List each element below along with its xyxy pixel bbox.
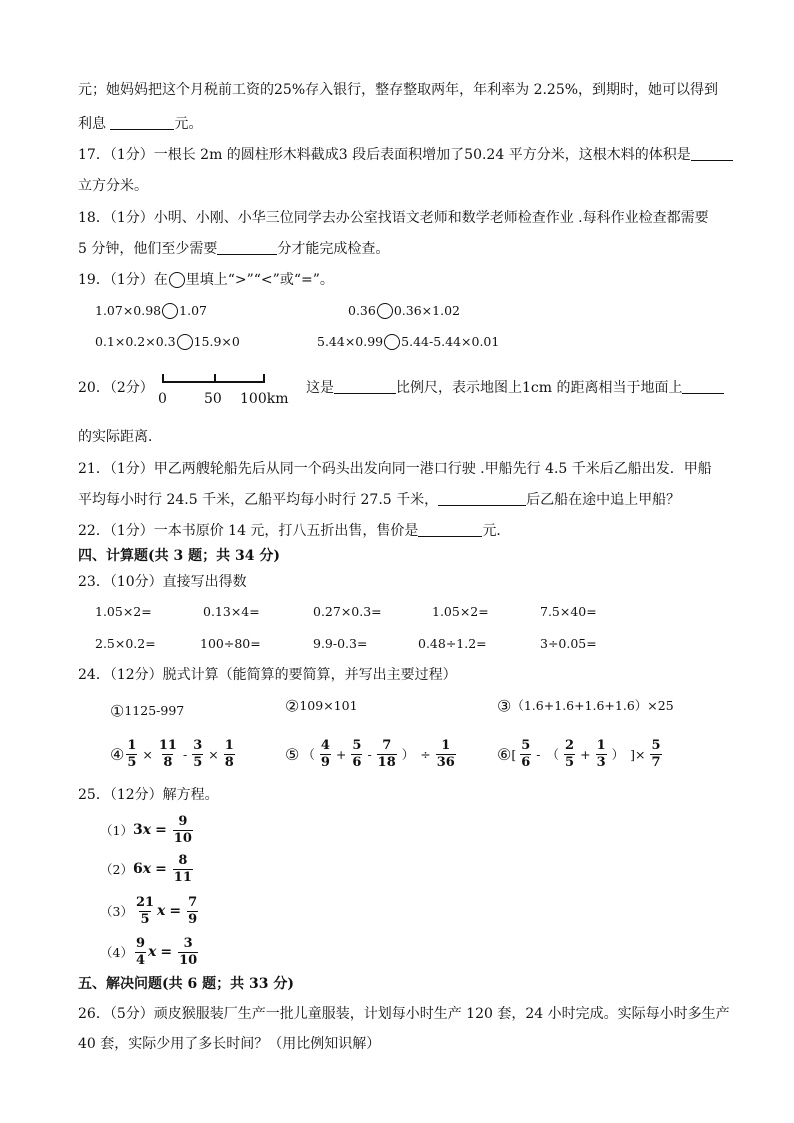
compare-circle bbox=[169, 272, 185, 288]
denominator: 5 bbox=[193, 754, 203, 770]
calc-item: 2.5×0.2= bbox=[95, 636, 156, 651]
equation bbox=[100, 812, 195, 848]
variable: x bbox=[148, 944, 157, 960]
text-fragment: 利息 bbox=[78, 116, 111, 132]
compare-left: 5.44×0.99 bbox=[317, 334, 384, 349]
coefficient: 3 bbox=[132, 822, 143, 838]
numerator: 1 bbox=[127, 737, 137, 753]
calc-item: 7.5×40= bbox=[540, 604, 597, 619]
fraction bbox=[564, 739, 575, 770]
compare-circle[interactable] bbox=[384, 334, 400, 350]
answer-blank[interactable] bbox=[438, 491, 526, 506]
scale-label: 100km bbox=[240, 391, 289, 407]
denominator: 3 bbox=[596, 754, 606, 770]
circled-number: ② bbox=[285, 696, 300, 716]
numerator: 1 bbox=[441, 737, 451, 753]
calc-item: 0.27×0.3= bbox=[313, 604, 382, 619]
fraction bbox=[351, 739, 362, 770]
numerator: 21 bbox=[135, 894, 155, 910]
equation bbox=[100, 851, 195, 887]
coefficient: 6 bbox=[132, 861, 143, 877]
fraction-expression bbox=[110, 736, 237, 772]
compare-circle[interactable] bbox=[177, 334, 193, 350]
scale-tick bbox=[214, 374, 216, 383]
compare-left: 0.1×0.2×0.3 bbox=[95, 334, 176, 349]
question-20: 20．（2分） bbox=[78, 380, 154, 396]
text-fragment: 元。 bbox=[174, 116, 203, 132]
operator: - bbox=[536, 746, 541, 762]
variable: x bbox=[142, 861, 152, 877]
equals-sign: = bbox=[160, 944, 173, 960]
equals-sign: = bbox=[155, 822, 167, 838]
question-19 bbox=[78, 270, 334, 290]
variable: x bbox=[157, 903, 166, 919]
operator: × bbox=[142, 746, 153, 762]
calc-item: 100÷80= bbox=[200, 636, 261, 651]
section-heading: 四、计算题(共 3 题；共 34 分) bbox=[78, 548, 280, 564]
fraction bbox=[178, 937, 198, 968]
question-24: 24．（12分）脱式计算（能简算的要简算，并写出主要过程） bbox=[78, 667, 457, 683]
fraction bbox=[436, 739, 456, 770]
text-fragment: 分才能完成检查。 bbox=[277, 241, 390, 257]
calc-item: 0.48÷1.2= bbox=[418, 636, 487, 651]
equation-label: （3） bbox=[100, 904, 133, 919]
compare-item bbox=[95, 333, 240, 351]
fraction bbox=[224, 739, 235, 770]
question-text: 19．（1分）在 bbox=[78, 272, 168, 288]
expression: 1125-997 bbox=[124, 703, 185, 718]
denominator: 9 bbox=[188, 911, 198, 927]
compare-right: 15.9×0 bbox=[193, 334, 240, 349]
fraction bbox=[173, 854, 193, 885]
fraction bbox=[377, 739, 397, 770]
question-21: 21．（1分）甲乙两艘轮船先后从同一个码头出发向同一港口行驶 .甲船先行 4.5 千米后乙船出发．甲船 bbox=[78, 461, 712, 477]
question-text: 里填上“>”“<”或“=”。 bbox=[185, 272, 334, 288]
question-26: 26．（5分）顽皮猴服装厂生产一批儿童服装，计划每小时生产 120 套，24 小时完成。实际每小时多生产 bbox=[78, 1006, 730, 1022]
text-fragment: 元． bbox=[482, 523, 511, 539]
circled-number: ④ bbox=[110, 744, 125, 764]
equals-sign: = bbox=[169, 903, 182, 919]
text-fragment: 这是 bbox=[306, 380, 334, 396]
operator: - bbox=[182, 746, 188, 762]
scale-tick bbox=[263, 374, 265, 383]
question-text: 17．（1分）一根长 2m 的圆柱形木料截成3 段后表面积增加了50.24 平方分米，这根木料的体积是 bbox=[78, 147, 691, 163]
equation-label: （2） bbox=[100, 862, 133, 877]
numerator: 2 bbox=[565, 737, 575, 753]
operator: ]× bbox=[630, 746, 646, 762]
calc-item: 0.13×4= bbox=[203, 604, 260, 619]
question-17 bbox=[78, 145, 733, 165]
equation-label: （4） bbox=[100, 945, 133, 960]
question-20-text bbox=[306, 378, 724, 398]
operator: [ bbox=[511, 746, 517, 762]
denominator: 6 bbox=[521, 754, 531, 770]
operator: + bbox=[335, 746, 347, 762]
fraction bbox=[520, 739, 531, 770]
compare-item bbox=[348, 302, 460, 320]
fraction bbox=[320, 739, 331, 770]
fraction bbox=[596, 739, 607, 770]
text-line: 的实际距离． bbox=[78, 429, 162, 445]
fraction bbox=[187, 896, 198, 927]
text-fragment: 5 分钟，他们至少需要 bbox=[78, 241, 218, 257]
compare-item bbox=[95, 302, 207, 320]
circled-number: ③ bbox=[497, 696, 512, 716]
numerator: 5 bbox=[521, 737, 531, 753]
fraction bbox=[192, 739, 203, 770]
denominator: 9 bbox=[320, 754, 330, 770]
section-heading: 五、解决问题(共 6 题；共 33 分) bbox=[78, 976, 294, 992]
denominator: 18 bbox=[377, 754, 396, 770]
fraction-expression bbox=[285, 736, 458, 772]
operator: × bbox=[208, 746, 219, 762]
fraction bbox=[650, 739, 661, 770]
operator: ） bbox=[401, 747, 415, 762]
fraction-expression bbox=[497, 736, 664, 772]
expression: （1.6+1.6+1.6+1.6）×25 bbox=[511, 698, 674, 713]
calc-item bbox=[497, 697, 674, 716]
denominator: 8 bbox=[224, 754, 234, 770]
text-line: 40 套，实际少用了多长时间？（用比例知识解） bbox=[78, 1036, 381, 1052]
numerator: 1 bbox=[224, 737, 234, 753]
calc-item: 1.05×2= bbox=[95, 604, 152, 619]
denominator: 7 bbox=[651, 754, 661, 770]
text-fragment: 比例尺，表示地图上1cm 的距离相当于地面上 bbox=[396, 380, 683, 396]
text-line bbox=[78, 114, 202, 134]
denominator: 10 bbox=[179, 952, 198, 968]
equation bbox=[100, 893, 200, 929]
scale-tick bbox=[162, 374, 164, 383]
numerator: 9 bbox=[178, 813, 188, 829]
question-25: 25．（12分）解方程。 bbox=[78, 787, 219, 803]
text-fragment: 后乙船在途中追上甲船？ bbox=[526, 492, 681, 508]
calc-item bbox=[285, 697, 358, 716]
answer-blank[interactable] bbox=[217, 240, 277, 255]
denominator: 36 bbox=[436, 754, 455, 770]
compare-right: 1.07 bbox=[179, 303, 207, 318]
variable: x bbox=[142, 822, 152, 838]
circled-number: ⑤ bbox=[285, 744, 300, 764]
denominator: 8 bbox=[163, 754, 173, 770]
text-fragment: 平均每小时行 24.5 千米，乙船平均每小时行 27.5 千米， bbox=[78, 492, 439, 508]
compare-right: 0.36×1.02 bbox=[393, 303, 460, 318]
numerator: 5 bbox=[352, 737, 362, 753]
text-line: 立方分米。 bbox=[78, 178, 148, 194]
text-line bbox=[78, 490, 680, 510]
circled-number: ⑥ bbox=[497, 744, 512, 764]
numerator: 7 bbox=[382, 737, 392, 753]
denominator: 4 bbox=[135, 952, 145, 968]
scale-label: 50 bbox=[204, 391, 222, 407]
equation-label: （1） bbox=[100, 823, 133, 838]
text-fragment: 22．（1分）一本书原价 14 元，打八五折出售，售价是 bbox=[78, 523, 419, 539]
numerator: 3 bbox=[183, 935, 193, 951]
denominator: 5 bbox=[140, 911, 150, 927]
numerator: 4 bbox=[320, 737, 330, 753]
answer-blank[interactable] bbox=[110, 115, 174, 130]
denominator: 10 bbox=[173, 830, 192, 846]
denominator: 6 bbox=[352, 754, 362, 770]
answer-blank[interactable] bbox=[691, 146, 733, 161]
text-line bbox=[78, 239, 389, 259]
fraction bbox=[173, 815, 193, 846]
text-line: 元；她妈妈把这个月税前工资的25%存入银行，整存整取两年，年利率为 2.25%，到期时，她可以得到 bbox=[78, 82, 719, 98]
compare-item bbox=[317, 333, 499, 351]
numerator: 7 bbox=[188, 894, 198, 910]
scale-bar bbox=[158, 372, 298, 412]
denominator: 11 bbox=[173, 869, 192, 885]
operator: ÷ bbox=[420, 746, 431, 762]
calc-item bbox=[110, 702, 184, 721]
numerator: 5 bbox=[651, 737, 661, 753]
operator: （ bbox=[302, 747, 315, 762]
compare-right: 5.44-5.44×0.01 bbox=[401, 334, 500, 349]
question-18: 18．（1分）小明、小刚、小华三位同学去办公室找语文老师和数学老师检查作业 .每科作业检查都需要 bbox=[78, 210, 709, 226]
compare-left: 1.07×0.98 bbox=[95, 303, 162, 318]
fraction bbox=[135, 937, 146, 968]
compare-circle[interactable] bbox=[162, 303, 178, 319]
equation bbox=[100, 934, 200, 970]
fraction bbox=[158, 739, 178, 770]
numerator: 9 bbox=[135, 935, 145, 951]
operator: （ bbox=[546, 747, 560, 762]
numerator: 3 bbox=[193, 737, 203, 753]
fraction bbox=[126, 739, 137, 770]
calc-item: 1.05×2= bbox=[432, 604, 489, 619]
operator: ） bbox=[611, 747, 625, 762]
denominator: 5 bbox=[127, 754, 137, 770]
fraction bbox=[135, 896, 155, 927]
numerator: 11 bbox=[158, 737, 177, 753]
calc-item: 3÷0.05= bbox=[540, 636, 597, 651]
compare-circle[interactable] bbox=[377, 303, 393, 319]
answer-blank[interactable] bbox=[334, 379, 396, 394]
expression: 109×101 bbox=[299, 698, 358, 713]
equals-sign: = bbox=[155, 861, 167, 877]
numerator: 8 bbox=[178, 852, 188, 868]
calc-item: 9.9-0.3= bbox=[313, 636, 368, 651]
scale-label: 0 bbox=[158, 391, 167, 407]
operator: - bbox=[367, 746, 372, 762]
denominator: 5 bbox=[565, 754, 575, 770]
circled-number: ① bbox=[110, 701, 125, 721]
numerator: 1 bbox=[596, 737, 606, 753]
answer-blank[interactable] bbox=[682, 379, 724, 394]
operator: + bbox=[580, 746, 591, 762]
answer-blank[interactable] bbox=[418, 522, 482, 537]
question-23: 23．（10分）直接写出得数 bbox=[78, 574, 247, 590]
compare-left: 0.36 bbox=[348, 303, 376, 318]
question-22 bbox=[78, 521, 510, 541]
